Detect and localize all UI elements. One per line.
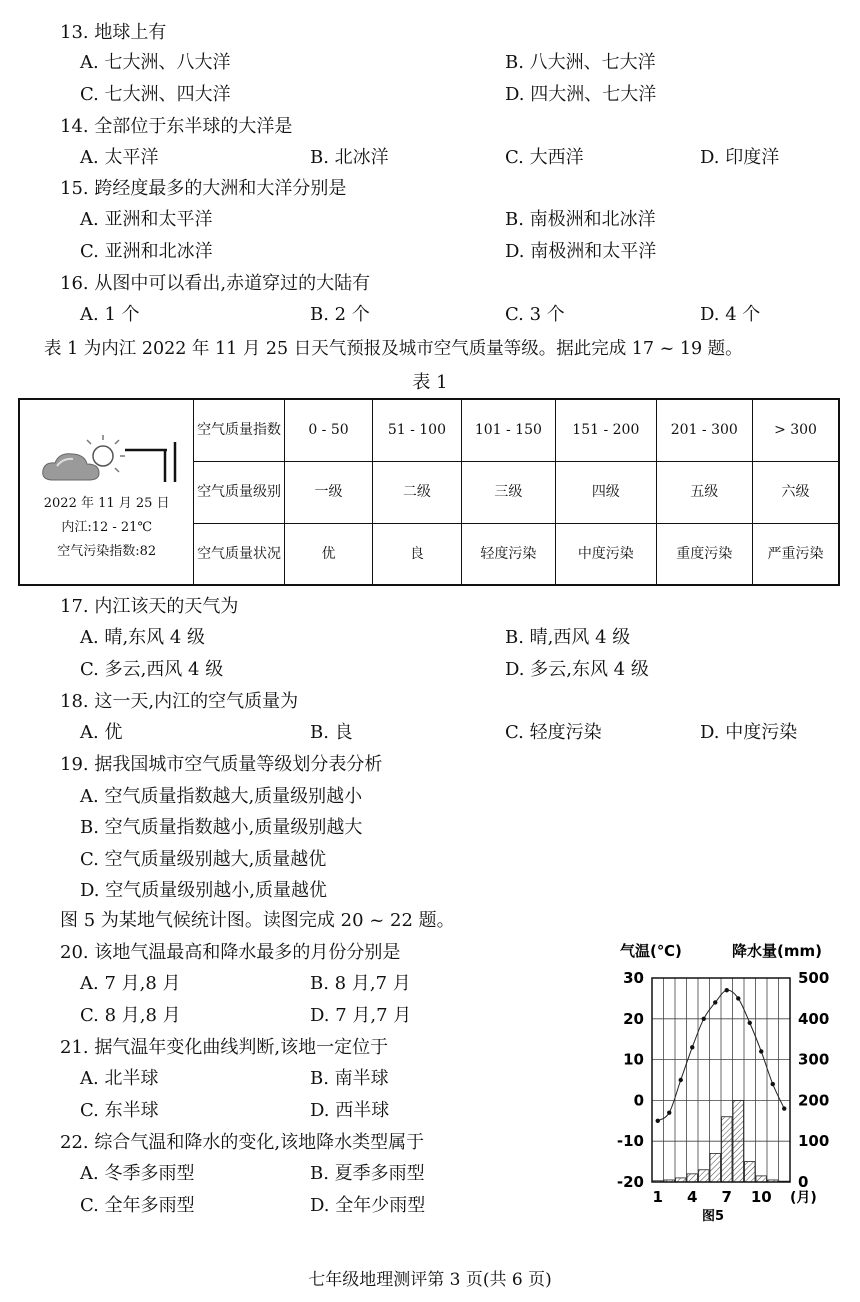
q16-option-d: D. 4 个 — [700, 304, 761, 325]
q22-stem: 22. 综合气温和降水的变化,该地降水类型属于 — [60, 1132, 425, 1153]
q20-option-d: D. 7 月,7 月 — [310, 1005, 412, 1026]
month-tick-label: 4 — [687, 1188, 698, 1206]
q20-stem: 20. 该地气温最高和降水最多的月份分别是 — [60, 942, 401, 963]
weather-city-temp: 内江:12 - 21℃ — [61, 520, 152, 535]
precip-tick-label: 100 — [798, 1132, 830, 1151]
weather-aqi: 空气污染指数:82 — [57, 544, 157, 559]
q21-option-a: A. 北半球 — [80, 1068, 159, 1089]
precip-axis-label: 降水量(mm) — [732, 942, 822, 960]
q15-option-d: D. 南极洲和太平洋 — [505, 241, 657, 262]
q22-option-d: D. 全年少雨型 — [310, 1195, 426, 1216]
precip-bar — [710, 1153, 721, 1182]
temperature-point — [656, 1119, 660, 1123]
month-ticks — [653, 1188, 772, 1206]
partly-cloudy-icon — [42, 435, 124, 480]
q16-option-a: A. 1 个 — [80, 304, 140, 325]
weather-date: 2022 年 11 月 25 日 — [43, 496, 170, 511]
temperature-point — [713, 1000, 717, 1004]
temp-tick-label: -20 — [616, 1173, 644, 1191]
precip-bar — [733, 1100, 744, 1182]
q16-option-c: C. 3 个 — [505, 304, 565, 325]
temp-tick-label: 30 — [623, 969, 644, 987]
month-tick-label: 1 — [652, 1188, 663, 1206]
q19-option-d: D. 空气质量级别越小,质量越优 — [80, 880, 327, 901]
level-cell: 二级 — [373, 461, 461, 523]
q13-option-b: B. 八大洲、七大洋 — [505, 52, 656, 73]
precip-tick-label: 300 — [798, 1050, 830, 1069]
weather-forecast-cell — [19, 399, 194, 585]
q19-option-b: B. 空气质量指数越小,质量级别越大 — [80, 817, 363, 838]
q15-stem: 15. 跨经度最多的大洲和大洋分别是 — [60, 178, 347, 199]
precip-ticks — [798, 969, 829, 1191]
q14-option-d: D. 印度洋 — [700, 147, 780, 168]
air-quality-table — [18, 398, 840, 586]
q20-option-b: B. 8 月,7 月 — [310, 973, 411, 994]
status-cell: 良 — [373, 523, 461, 585]
temp-axis-label: 气温(℃) — [620, 942, 682, 960]
index-range-cell: > 300 — [753, 399, 839, 461]
q21-option-b: B. 南半球 — [310, 1068, 389, 1089]
month-axis-label: (月) — [790, 1190, 817, 1206]
q17-option-b: B. 晴,西风 4 级 — [505, 627, 631, 648]
index-range-cell: 151 - 200 — [556, 399, 656, 461]
q13-option-d: D. 四大洲、七大洋 — [505, 84, 657, 105]
q21-stem: 21. 据气温年变化曲线判断,该地一定位于 — [60, 1037, 389, 1058]
temperature-point — [690, 1045, 694, 1049]
q21-option-d: D. 西半球 — [310, 1100, 390, 1121]
q14-stem: 14. 全部位于东半球的大洋是 — [60, 116, 293, 137]
q16-stem: 16. 从图中可以看出,赤道穿过的大陆有 — [60, 273, 371, 294]
temperature-point — [667, 1110, 671, 1114]
q15-option-a: A. 亚洲和太平洋 — [80, 209, 213, 230]
q15-option-b: B. 南极洲和北冰洋 — [505, 209, 656, 230]
status-cell: 重度污染 — [656, 523, 752, 585]
precip-tick-label: 400 — [798, 1009, 830, 1028]
q18-option-b: B. 良 — [310, 722, 353, 743]
q20-option-c: C. 8 月,8 月 — [80, 1005, 181, 1026]
temperature-point — [725, 988, 729, 992]
q21-option-c: C. 东半球 — [80, 1100, 159, 1121]
q19-stem: 19. 据我国城市空气质量等级划分表分析 — [60, 754, 383, 775]
table-intro: 表 1 为内江 2022 年 11 月 25 日天气预报及城市空气质量等级。据此完成 17 ~ 19 题。 — [44, 339, 743, 359]
temp-ticks — [617, 969, 644, 1191]
status-cell: 中度污染 — [556, 523, 656, 585]
level-cell: 五级 — [656, 461, 752, 523]
q22-option-b: B. 夏季多雨型 — [310, 1163, 425, 1184]
q13-stem: 13. 地球上有 — [60, 22, 167, 43]
status-cell: 优 — [284, 523, 372, 585]
temperature-point — [748, 1021, 752, 1025]
temp-tick-label: 0 — [633, 1091, 644, 1110]
temperature-point — [736, 996, 740, 1000]
chart-title: 图5 — [702, 1209, 725, 1224]
chart-intro: 图 5 为某地气候统计图。读图完成 20 ~ 22 题。 — [60, 910, 455, 931]
q19-option-c: C. 空气质量级别越大,质量越优 — [80, 849, 327, 870]
temp-tick-label: 10 — [623, 1050, 644, 1069]
level-cell: 四级 — [556, 461, 656, 523]
q18-option-d: D. 中度污染 — [700, 722, 798, 743]
q17-option-c: C. 多云,西风 4 级 — [80, 659, 224, 680]
index-range-cell: 0 - 50 — [284, 399, 372, 461]
q18-option-c: C. 轻度污染 — [505, 722, 602, 743]
precip-tick-label: 0 — [798, 1173, 809, 1191]
temperature-point — [702, 1017, 706, 1021]
q14-option-a: A. 太平洋 — [80, 147, 159, 168]
q16-option-b: B. 2 个 — [310, 304, 370, 325]
q15-option-c: C. 亚洲和北冰洋 — [80, 241, 213, 262]
q17-option-d: D. 多云,东风 4 级 — [505, 659, 649, 680]
q14-option-b: B. 北冰洋 — [310, 147, 389, 168]
index-range-cell: 201 - 300 — [656, 399, 752, 461]
level-cell: 一级 — [284, 461, 372, 523]
q18-stem: 18. 这一天,内江的空气质量为 — [60, 691, 299, 712]
temperature-point — [771, 1082, 775, 1086]
q13-option-a: A. 七大洲、八大洋 — [80, 52, 231, 73]
temp-tick-label: -10 — [616, 1132, 644, 1151]
level-cell: 三级 — [461, 461, 555, 523]
q22-option-c: C. 全年多雨型 — [80, 1195, 195, 1216]
index-range-cell: 51 - 100 — [373, 399, 461, 461]
q20-option-a: A. 7 月,8 月 — [80, 973, 181, 994]
temp-tick-label: 20 — [623, 1009, 644, 1028]
table-caption: 表 1 — [412, 372, 448, 393]
precip-bar — [687, 1174, 698, 1182]
status-cell: 严重污染 — [753, 523, 839, 585]
temperature-point — [679, 1078, 683, 1082]
status-cell: 轻度污染 — [461, 523, 555, 585]
q19-option-a: A. 空气质量指数越大,质量级别越小 — [80, 786, 363, 807]
precip-bar — [756, 1176, 767, 1182]
month-tick-label: 10 — [750, 1188, 772, 1206]
precip-bar — [745, 1162, 756, 1182]
chart-grid — [652, 978, 790, 1182]
precip-bar — [699, 1170, 710, 1182]
precip-tick-label: 500 — [798, 969, 830, 987]
climate-chart — [600, 936, 850, 1226]
q18-option-a: A. 优 — [80, 722, 123, 743]
q14-option-c: C. 大西洋 — [505, 147, 584, 168]
q17-option-a: A. 晴,东风 4 级 — [80, 627, 206, 648]
precip-bar — [722, 1117, 733, 1182]
q13-option-c: C. 七大洲、四大洋 — [80, 84, 231, 105]
month-tick-label: 7 — [721, 1188, 732, 1206]
temperature-point — [759, 1049, 763, 1053]
q22-option-a: A. 冬季多雨型 — [80, 1163, 195, 1184]
row-header-level: 空气质量级别 — [194, 461, 284, 523]
q17-stem: 17. 内江该天的天气为 — [60, 596, 239, 617]
weather-icons — [27, 422, 187, 492]
level-cell: 六级 — [753, 461, 839, 523]
temperature-point — [782, 1106, 786, 1110]
wind-flag-icon — [125, 442, 175, 482]
precip-tick-label: 200 — [798, 1091, 830, 1110]
row-header-status: 空气质量状况 — [194, 523, 284, 585]
index-range-cell: 101 - 150 — [461, 399, 555, 461]
page-footer: 七年级地理测评第 3 页(共 6 页) — [308, 1270, 552, 1290]
row-header-index: 空气质量指数 — [194, 399, 284, 461]
